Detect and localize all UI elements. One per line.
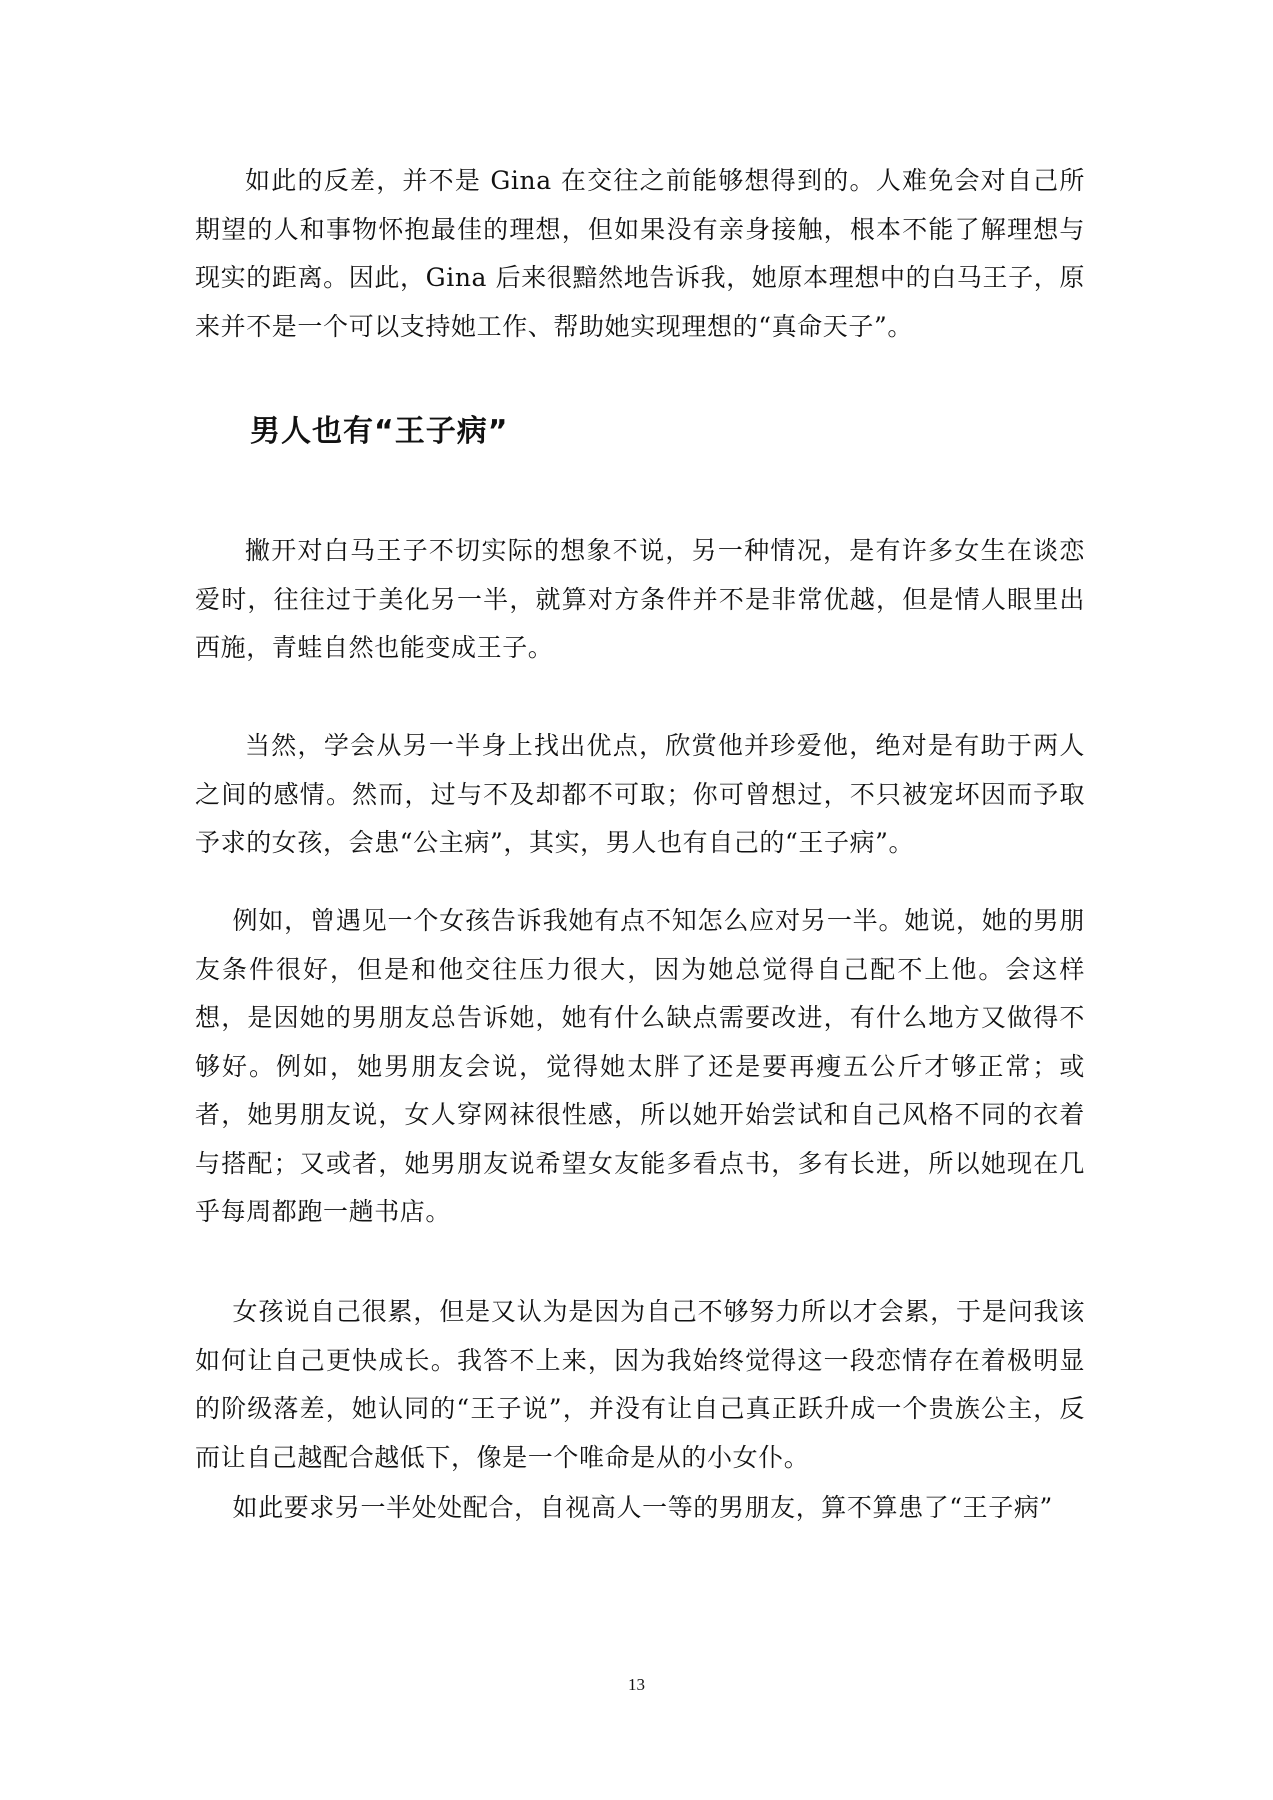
paragraph-example-girl: 例如，曾遇见一个女孩告诉我她有点不知怎么应对另一半。她说，她的男朋友条件很好，但是和他交往压力很大，因为她总觉得自己配不上他。会这样想，是因她的男朋友总告诉她，她有什么缺点需要改进，有什么地方又做得不够好。例如，她男朋友会说，觉得她太胖了还是要再瘦五公斤才够正常；或者，她男朋友说，女人穿网袜很性感，所以她开始尝试和自己风格不同的衣着与搭配；又或者，她男朋友说希望女友能多看点书，多有长进，所以她现在几乎每周都跑一趟书店。: [195, 906, 1085, 1226]
paragraph-girl-tired: 女孩说自己很累，但是又认为是因为自己不够努力所以才会累，于是问我该如何让自己更快成长。我答不上来，因为我始终觉得这一段恋情存在着极明显的阶级落差，她认同的“王子说”，并没有让自己真正跃升成一个贵族公主，反而让自己越配合越低下，像是一个唯命是从的小女仆。: [195, 1297, 1085, 1472]
paragraph-conclusion-question: 如此要求另一半处处配合，自视高人一等的男朋友，算不算患了“王子病”: [232, 1493, 1053, 1522]
paragraph-gina-contrast: 如此的反差，并不是 Gina 在交往之前能够想得到的。人难免会对自己所期望的人和事物怀抱最佳的理想，但如果没有亲身接触，根本不能了解理想与现实的距离。因此，Gina 后来很黯然地告诉我，她原本理想中的白马王子，原来并不是一个可以支持她工作、帮助她实现理想的“真命天子”。: [195, 166, 1085, 341]
paragraph-idealize-partner: 撇开对白马王子不切实际的想象不说，另一种情况，是有许多女生在谈恋爱时，往往过于美化另一半，就算对方条件并不是非常优越，但是情人眼里出西施，青蛙自然也能变成王子。: [195, 536, 1085, 662]
paragraph-prince-syndrome: 当然，学会从另一半身上找出优点，欣赏他并珍爱他，绝对是有助于两人之间的感情。然而，过与不及却都不可取；你可曾想过，不只被宠坏因而予取予求的女孩，会患“公主病”，其实，男人也有自己的“王子病”。: [195, 731, 1085, 857]
section-heading: 男人也有“王子病”: [250, 414, 509, 449]
page-number: 13: [628, 1675, 645, 1694]
